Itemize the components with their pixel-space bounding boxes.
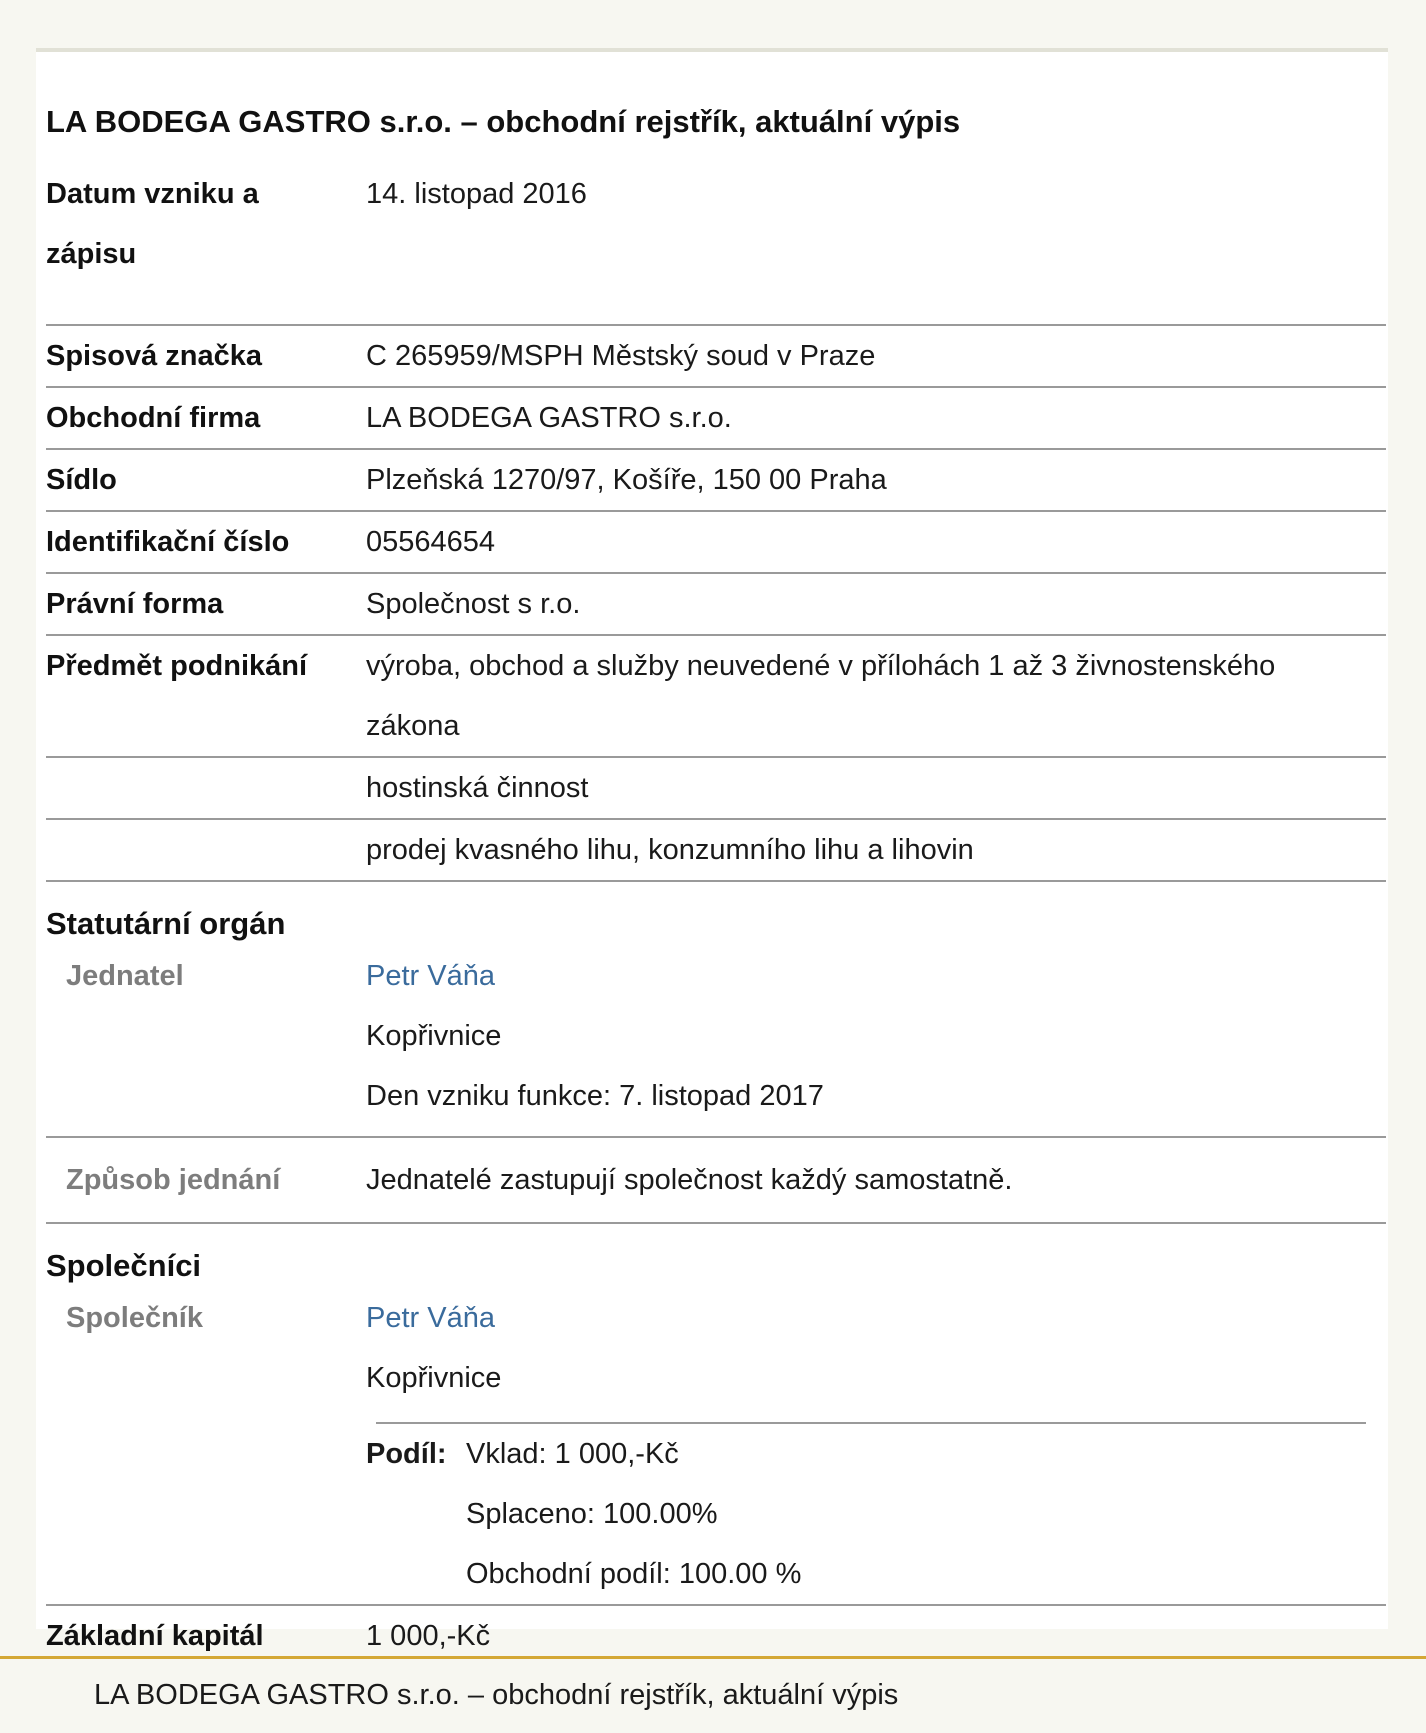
- row-value-datum-vzniku: 14. listopad 2016: [366, 178, 587, 210]
- row-label-predmet: Předmět podnikání: [46, 650, 308, 682]
- podil-label: Podíl:: [366, 1438, 447, 1470]
- row-sidlo: [46, 450, 1386, 512]
- spolecnik-name-link[interactable]: Petr Váňa: [366, 1302, 495, 1334]
- jednatel-name-link[interactable]: Petr Váňa: [366, 960, 495, 992]
- podil-splaceno: Splaceno: 100.00%: [466, 1498, 718, 1530]
- predmet-item: hostinská činnost: [366, 772, 589, 804]
- row-value-spisova-znacka: C 265959/MSPH Městský soud v Praze: [366, 340, 876, 372]
- spolecnik-details: [366, 1288, 1386, 1408]
- row-label-ico: Identifikační číslo: [46, 526, 290, 558]
- footer-title: LA BODEGA GASTRO s.r.o. – obchodní rejstřík, aktuální výpis: [94, 1679, 899, 1711]
- podil-vklad: Vklad: 1 000,-Kč: [466, 1438, 679, 1470]
- row-predmet-1: [46, 636, 1386, 758]
- row-label-datum-vzniku: Datum vzniku a zápisu: [46, 178, 259, 270]
- row-value-zpusob-jednani: Jednatelé zastupují společnost každý samostatně.: [366, 1164, 1013, 1196]
- row-label-obchodni-firma: Obchodní firma: [46, 402, 261, 434]
- page-title: LA BODEGA GASTRO s.r.o. – obchodní rejstřík, aktuální výpis: [46, 104, 961, 139]
- jednatel-details: [366, 946, 1386, 1126]
- row-spisova-znacka: [46, 326, 1386, 388]
- row-predmet-2: [46, 758, 1386, 820]
- jednatel-city: Kopřivnice: [366, 1020, 502, 1052]
- row-ico: [46, 512, 1386, 574]
- row-label-pravni-forma: Právní forma: [46, 588, 224, 620]
- row-value-pravni-forma: Společnost s r.o.: [366, 588, 581, 620]
- row-datum-vzniku: [46, 164, 1386, 326]
- row-value-sidlo: Plzeňská 1270/97, Košíře, 150 00 Praha: [366, 464, 887, 496]
- footer: [0, 1656, 1426, 1733]
- row-pravni-forma: [46, 574, 1386, 636]
- row-zpusob-jednani: [46, 1142, 1386, 1224]
- predmet-item: výroba, obchod a služby neuvedené v přílohách 1 až 3 živnostenského zákona: [366, 650, 1276, 742]
- spolecnik-city: Kopřivnice: [366, 1362, 502, 1394]
- row-obchodni-firma: [46, 388, 1386, 450]
- jednatel-since: Den vzniku funkce: 7. listopad 2017: [366, 1080, 824, 1112]
- row-value-zakladni-kapital: 1 000,-Kč: [366, 1620, 491, 1652]
- podil-obchodni: Obchodní podíl: 100.00 %: [466, 1558, 802, 1590]
- row-predmet-3: [46, 820, 1386, 882]
- row-value-obchodni-firma: LA BODEGA GASTRO s.r.o.: [366, 402, 732, 434]
- row-label-zakladni-kapital: Základní kapitál: [46, 1620, 264, 1652]
- row-label-jednatel: Jednatel: [66, 960, 184, 992]
- row-spolecnik: [46, 1288, 1386, 1606]
- row-jednatel: [46, 946, 1386, 1138]
- section-statutarni-organ: Statutární orgán: [46, 906, 286, 941]
- section-spolecnici: Společníci: [46, 1248, 202, 1283]
- register-card: [36, 48, 1388, 1652]
- row-label-spisova-znacka: Spisová značka: [46, 340, 262, 372]
- predmet-item: prodej kvasného lihu, konzumního lihu a lihovin: [366, 834, 974, 866]
- row-value-ico: 05564654: [366, 526, 496, 558]
- row-label-sidlo: Sídlo: [46, 464, 117, 496]
- row-label-spolecnik: Společník: [66, 1302, 203, 1334]
- row-label-zpusob-jednani: Způsob jednání: [66, 1164, 281, 1196]
